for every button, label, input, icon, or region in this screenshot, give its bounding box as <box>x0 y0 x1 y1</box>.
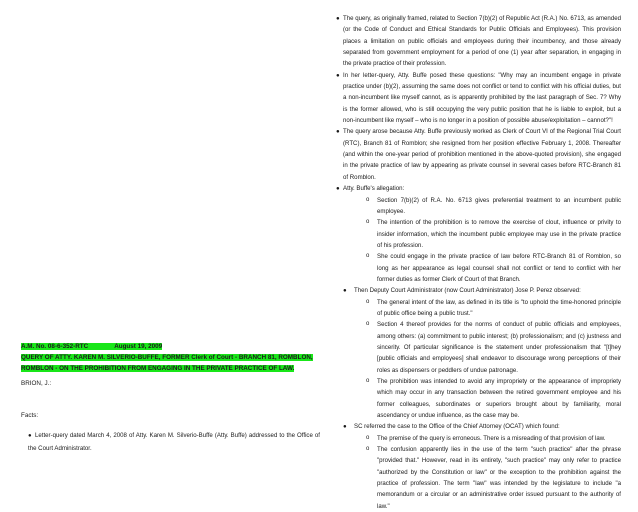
left-column <box>21 0 320 493</box>
hollow-bullet-icon: o <box>366 253 370 260</box>
sub-bullet-text: She could engage in the private practice of law before RTC-Branch 81 of Romblon, so long as her appearance as legal counsel shall not conflict or tend to conflict with her former duties as former Clerk of Court of that Branch. <box>377 253 621 283</box>
bullet-text: SC referred the case to the Office of the Chief Attorney (OCAT) which found: <box>354 423 560 431</box>
sub-bullet-text: The prohibition was intended to avoid any impropriety or the appearance of impropriety which may occur in any transaction between the retired government employee and his former colleagues, subordinates or superiors brought about by familiarity, moral ascendancy or undue influence, as the case may be. <box>377 378 621 420</box>
bullet-icon: ● <box>336 185 340 193</box>
sub-bullet-item <box>336 251 621 285</box>
sub-bullet-text: The premise of the query is erroneous. There is a misreading of that provision of law. <box>377 434 606 442</box>
sub-bullet-text: The general intent of the law, as defined in its title is "to uphold the time-honored principle of public office being a public trust." <box>377 298 621 317</box>
sub-bullet-item <box>336 319 621 376</box>
case-heading <box>21 341 317 374</box>
hollow-bullet-icon: o <box>366 321 370 328</box>
hollow-bullet-icon: o <box>366 196 370 203</box>
facts-label: Facts: <box>21 412 39 419</box>
fact-bullet-item <box>28 430 320 454</box>
bullet-icon: ● <box>343 423 347 431</box>
sub-bullet-item <box>336 376 621 421</box>
sub-bullet-item <box>336 217 621 251</box>
sub-bullet-text: Section 7(b)(2) of R.A. No. 6713 gives preferential treatment to an incumbent public employee. <box>377 196 621 215</box>
bullet-icon: ● <box>336 128 340 136</box>
bullet-text: The query arose because Atty. Buffe previously worked as Clerk of Court VI of the Regional Trial Court (RTC), Branch 81 of Romblon; she resigned from her position effective February 1, 2008. Thereafter (and within the one-year period of prohibition mentioned in the above-quoted provision), she engaged in the private practice of law by appearing as private counsel in several cases before RTC-Branch 81 of Romblon. <box>343 128 621 181</box>
bullet-item <box>336 70 621 127</box>
sub-bullet-text: Section 4 thereof provides for the norms of conduct of public officials and employees, among others: (a) commitment to public interest; (b) professionalism; and (c) justness and sincerity. Of particular significance is the statement under professionalism that "[t]hey [public officials and employees] shall endeavor to discourage wrong perceptions of their roles as dispensers or peddlers of undue patronage. <box>377 321 621 374</box>
bullet-icon: ● <box>336 15 340 22</box>
hollow-bullet-icon: o <box>366 378 370 384</box>
right-column <box>336 13 621 512</box>
sub-bullet-item <box>336 433 621 444</box>
bullet-item <box>336 126 621 183</box>
sub-bullet-item <box>336 297 621 320</box>
case-number-line <box>21 343 162 350</box>
case-date: August 19, 2009 <box>114 343 163 350</box>
hollow-bullet-icon: o <box>366 219 370 226</box>
fact-text: Letter-query dated March 4, 2008 of Atty. Karen M. Silverio-Buffe (Atty. Buffe) addressed to the Office of the Court Administrator. <box>28 432 320 452</box>
case-title-line-1: QUERY OF ATTY. KAREN M. SILVERIO-BUFFE, FORMER Clerk of Court - BRANCH 81, ROMBLON, <box>21 354 313 361</box>
bullet-item <box>336 183 621 194</box>
bullet-text: The query, as originally framed, related to Section 7(b)(2) of Republic Act (R.A.) No. 6713, as amended (or the Code of Conduct and Ethical Standards for Public Officials and Employees). This provision places a limitation on public officials and employees during their incumbency, and those already separated from government employment for a period of one (1) year after separation, in engaging in the private practice of their profession. <box>343 15 621 68</box>
ponente: BRION, J.: <box>21 380 52 387</box>
bullet-text: Then Deputy Court Administrator (now Court Administrator) Jose P. Perez observed: <box>354 287 581 295</box>
bullet-text: Atty. Buffe's allegation: <box>343 185 405 193</box>
sub-bullet-item <box>336 444 621 512</box>
bullet-icon: ● <box>336 71 340 79</box>
bullet-text: In her letter-query, Atty. Buffe posed these questions: "Why may an incumbent engage in private practice under (b)(2), assuming the same does not conflict or tend to conflict with his official duties, but a non-incumbent like myself cannot, as is apparently prohibited by the last paragraph of Sec. 7? Why is the former allowed, who is still occupying the very public position that he is liable to exploit, but a non-incumbent like myself – who is no longer in a position of possible abuse/exploitation – cannot?"! <box>343 71 621 125</box>
bullet-icon: ● <box>28 433 32 439</box>
bullet-icon: ● <box>343 287 347 295</box>
case-number: A.M. No. 08-6-352-RTC <box>21 343 89 350</box>
sub-bullet-text: The confusion apparently lies in the use of the term "such practice" after the phrase "provided that." However, read in its entirety, "such practice" may only refer to practice "authorized by the Constitution or law" or the exception to the prohibition against the practice of profession. The term "law" was intended by the legislature to include "a memorandum or a circular or an administrative order issued pursuant to the authority of law." <box>377 446 621 510</box>
hollow-bullet-icon: o <box>366 446 370 453</box>
hollow-bullet-icon: o <box>366 298 370 305</box>
case-title-line-2: ROMBLON - ON THE PROHIBITION FROM ENGAGING IN THE PRIVATE PRACTICE OF LAW. <box>21 365 295 372</box>
sub-bullet-item <box>336 195 621 218</box>
bullet-item <box>336 285 621 296</box>
bullet-item <box>336 13 621 70</box>
bullet-item <box>336 421 621 432</box>
hollow-bullet-icon: o <box>366 434 370 441</box>
sub-bullet-text: The intention of the prohibition is to remove the exercise of clout, influence or privity to insider information, which the incumbent public employee may use in the private practice of his profession. <box>377 219 621 249</box>
